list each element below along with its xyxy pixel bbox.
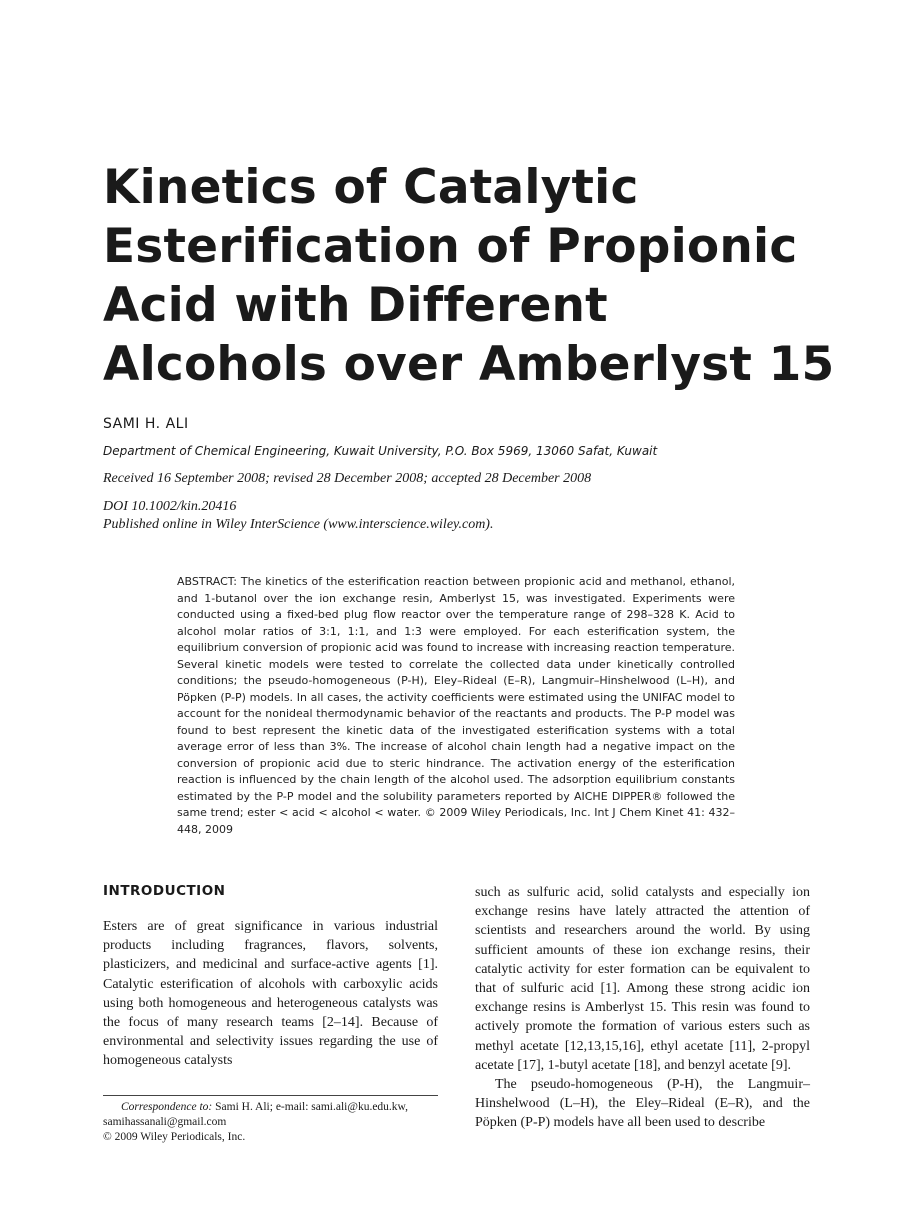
footnote-divider [103, 1095, 438, 1096]
right-column [475, 883, 810, 1133]
paragraph: Esters are of great significance in various industrial products including fragrances, flavors, solvents, plasticizers, and medicinal and surface-active agents [1]. Catalytic esterification of alcohols with carboxylic acids using both homogeneous and heterogeneous catalysts was the focus of many research teams [2–14]. Because of environmental and selectivity issues regarding the use of homogeneous catalysts [103, 919, 438, 1069]
footnote-label: Correspondence to: [121, 1101, 213, 1113]
footnote [103, 1100, 438, 1145]
section-heading-introduction: INTRODUCTION [103, 883, 226, 899]
footnote-copyright: © 2009 Wiley Periodicals, Inc. [103, 1131, 246, 1143]
author-affiliation: Department of Chemical Engineering, Kuwait University, P.O. Box 5969, 13060 Safat, Kuwait [103, 444, 658, 458]
received-dates: Received 16 September 2008; revised 28 December 2008; accepted 28 December 2008 [103, 471, 592, 486]
paragraph: such as sulfuric acid, solid catalysts and especially ion exchange resins have lately attracted the attention of scientists and researchers around the world. By using sufficient amounts of these ion exchange resins, their catalytic activity for ester formation can be equivalent to that of sulfuric acid [1]. Among these strong acidic ion exchange resins is Amberlyst 15. This resin was found to actively promote the formation of various esters such as methyl acetate [12,13,15,16], ethyl acetate [11], 2-propyl acetate [17], 1-butyl acetate [18], and benzyl acetate [9]. [475, 885, 810, 1073]
doi: DOI 10.1002/kin.20416 [103, 499, 237, 514]
left-column [103, 917, 438, 1071]
footnote-contact: Sami H. Ali; e-mail: sami.ali@ku.edu.kw, samihassanali@gmail.com [103, 1101, 408, 1128]
article-title: Kinetics of Catalytic Esterification of Propionic Acid with Different Alcohols over Amberlyst 15 [103, 160, 835, 392]
paragraph: The pseudo-homogeneous (P-H), the Langmuir–Hinshelwood (L–H), the Eley–Rideal (E–R), and the Pöpken (P-P) models have all been used to describe [475, 1077, 810, 1131]
author-name: SAMI H. ALI [103, 416, 189, 432]
published-online: Published online in Wiley InterScience (www.interscience.wiley.com). [103, 517, 494, 532]
abstract: ABSTRACT: The kinetics of the esterification reaction between propionic acid and methanol, ethanol, and 1-butanol over the ion exchange resin, Amberlyst 15, was investigated. Experiments were conducted using a fixed-bed plug flow reactor over the temperature range of 298–328 K. Acid to alcohol molar ratios of 3:1, 1:1, and 1:3 were employed. For each esterification system, the equilibrium conversion of propionic acid was found to increase with increasing reaction temperature. Several kinetic models were tested to correlate the collected data under kinetically controlled conditions; the pseudo-homogeneous (P-H), Eley–Rideal (E–R), Langmuir–Hinshelwood (L–H), and Pöpken (P-P) models. In all cases, the activity coefficients were estimated using the UNIFAC model to account for the nonideal thermodynamic behavior of the reactants and products. The P-P model was found to best represent the kinetic data of the investigated esterification systems with a total average error of less than 3%. The increase of alcohol chain length had a negative impact on the conversion of propionic acid due to steric hindrance. The activation energy of the esterification reaction is influenced by the chain length of the alcohol used. The adsorption equilibrium constants estimated by the P-P model and the solubility parameters reported by AICHE DIPPER® followed the same trend; ester < acid < alcohol < water. © 2009 Wiley Periodicals, Inc. Int J Chem Kinet 41: 432–448, 2009 [177, 575, 735, 836]
